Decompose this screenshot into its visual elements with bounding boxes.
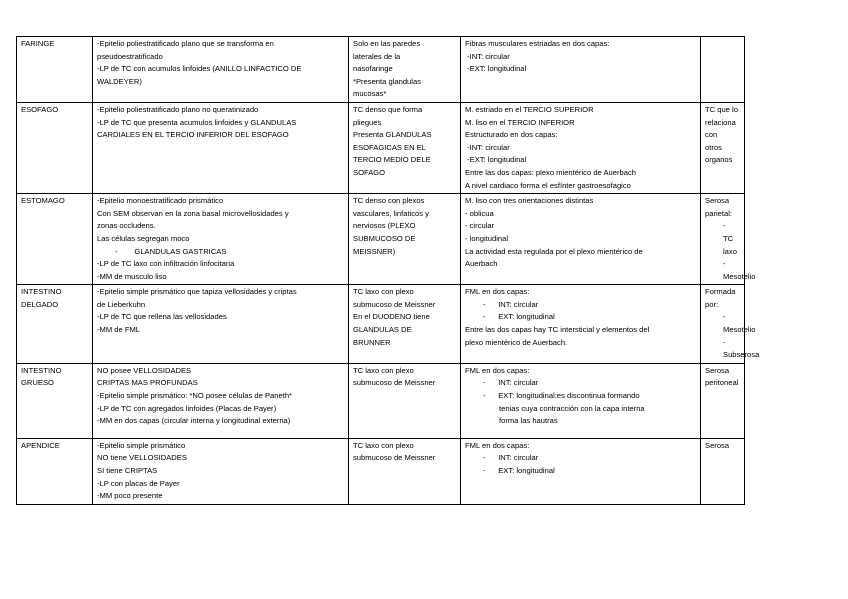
cell-line: Auerbach — [465, 259, 498, 269]
mucosa-cell — [93, 102, 349, 193]
serosa-cell — [701, 438, 745, 504]
cell-line: submucoso de Meissner — [353, 299, 436, 309]
table-row — [17, 363, 745, 438]
cell-line: tenias cuya contracción con la capa interna — [499, 403, 645, 413]
cell-line: TERCIO MEDIO DELE — [353, 155, 431, 165]
cell-line: TC que lo relaciona con — [705, 104, 741, 140]
cell-line: -MM de FML — [97, 325, 141, 335]
serosa-cell — [701, 285, 760, 364]
cell-line: -LP de TC laxo con infiltración linfocitaria — [97, 259, 235, 269]
muscular-cell — [461, 194, 701, 285]
muscular-cell — [461, 438, 701, 504]
cell-line: -MM en dos capas (circular interna y longitudinal externa) — [97, 416, 291, 426]
cell-line: SI tiene CRIPTAS — [97, 466, 158, 476]
organ-name: INTESTINO — [21, 287, 62, 297]
cell-line: TC laxo con plexo — [353, 287, 414, 297]
mucosa-cell — [93, 438, 349, 504]
table-row — [17, 438, 745, 504]
cell-line: vasculares, linfaticos y — [353, 208, 429, 218]
organ-cell — [17, 37, 93, 103]
cell-line: -LP con placas de Payer — [97, 478, 180, 488]
cell-line: mucosas* — [353, 89, 387, 99]
cell-line: Estructurado en dos capas: — [465, 130, 558, 140]
cell-line: -INT: circular — [465, 142, 510, 152]
cell-line: En el DUODENO tiene — [353, 312, 430, 322]
cell-line: -EXT: longitudinal — [465, 155, 527, 165]
submucosa-cell — [349, 285, 461, 364]
muscular-cell — [461, 285, 701, 364]
cell-line: - oblicua — [465, 208, 494, 218]
histology-table — [16, 36, 760, 505]
cell-line: TC denso con plexos — [353, 196, 425, 206]
submucosa-cell — [349, 102, 461, 193]
cell-line: SOFAGO — [353, 167, 386, 177]
cell-line: -Epitelio simple prismático que tapiza vellosidades y criptas — [97, 287, 297, 297]
table-row — [17, 194, 745, 285]
cell-line: - Mesotelio — [723, 259, 756, 281]
table-row — [17, 285, 745, 364]
organ-name: DELGADO — [21, 299, 59, 309]
cell-line: BRUNNER — [353, 337, 391, 347]
cell-line: pliegues — [353, 117, 382, 127]
cell-line: - longitudinal — [465, 233, 509, 243]
cell-line: Entre las dos capas: plexo mientérico de Auerbach — [465, 167, 636, 177]
cell-line: TC laxo con plexo — [353, 440, 414, 450]
serosa-cell — [701, 37, 745, 103]
cell-line: TC denso que forma — [353, 104, 423, 114]
cell-line: submucoso de Meissner — [353, 378, 436, 388]
submucosa-cell — [349, 438, 461, 504]
cell-line: Solo en las paredes — [353, 39, 421, 48]
organ-name: INTESTINO — [21, 365, 62, 375]
cell-line: FML en dos capas: — [465, 365, 530, 375]
cell-line: GLANDULAS DE — [353, 325, 412, 335]
cell-line: -LP de TC con acumulos linfoides (ANILLO LINFACTICO DE — [97, 64, 302, 74]
cell-line: La actividad esta regulada por el plexo mientérico de — [465, 246, 643, 256]
organ-cell — [17, 194, 93, 285]
cell-line: Las células segregan moco — [97, 233, 190, 243]
cell-line: Entre las dos capas hay TC intersticial y elementos del — [465, 325, 650, 335]
organ-name: FARINGE — [21, 39, 55, 48]
cell-line: Con SEM observan en la zona basal microvellosidades y — [97, 208, 289, 218]
mucosa-cell — [93, 37, 349, 103]
cell-line: otros organos — [705, 142, 733, 165]
cell-line: SUBMUCOSO DE — [353, 233, 416, 243]
cell-line: - INT: circular — [483, 378, 539, 388]
cell-line: - Mesotelio — [723, 312, 756, 335]
cell-line: Presenta GLANDULAS — [353, 130, 432, 140]
cell-line: -MM poco presente — [97, 491, 163, 501]
submucosa-cell — [349, 37, 461, 103]
organ-name: ESTOMAGO — [21, 196, 65, 206]
cell-line: M. estriado en el TERCIO SUPERIOR — [465, 104, 594, 114]
organ-name: GRUESO — [21, 378, 54, 388]
mucosa-cell — [93, 363, 349, 438]
cell-line: -EXT: longitudinal — [465, 64, 527, 74]
organ-name: APENDICE — [21, 440, 60, 450]
cell-line: - circular — [465, 221, 495, 231]
cell-line: -Epitelio monoestratificado prismático — [97, 196, 224, 206]
cell-line: MEISSNER) — [353, 246, 396, 256]
cell-line: -Epitelio simple prismático: *NO posee células de Paneth* — [97, 391, 293, 401]
organ-cell — [17, 363, 93, 438]
cell-line: -INT: circular — [465, 51, 510, 61]
submucosa-cell — [349, 194, 461, 285]
cell-line: A nivel cardiaco forma el esfínter gastroesofagico — [465, 180, 631, 190]
muscular-cell — [461, 363, 701, 438]
table-row — [17, 37, 745, 103]
mucosa-cell — [93, 194, 349, 285]
cell-line: -Epitelio simple prismático — [97, 440, 186, 450]
cell-line: submucoso de Meissner — [353, 453, 436, 463]
cell-line: NO posee VELLOSIDADES — [97, 365, 192, 375]
cell-line: WALDEYER) — [97, 76, 142, 86]
cell-line: -LP de TC que rellena las vellosidades — [97, 312, 227, 322]
cell-line: - EXT: longitudinal — [483, 312, 555, 322]
cell-line: -Epitelio poliestratificado plano que se transforma en — [97, 39, 274, 48]
cell-line: *Presenta glandulas — [353, 76, 421, 86]
cell-line: FML en dos capas: — [465, 440, 530, 450]
cell-line: -Epitelio poliestratificado plano no queratinizado — [97, 104, 259, 114]
cell-line: - TC laxo — [723, 221, 743, 256]
organ-cell — [17, 438, 93, 504]
cell-line: -LP de TC con agregados linfoides (Placas de Payer) — [97, 403, 277, 413]
cell-line: TC laxo con plexo — [353, 365, 414, 375]
cell-line: M. liso en el TERCIO INFERIOR — [465, 117, 575, 127]
mucosa-cell — [93, 285, 349, 364]
cell-line: NO tiene VELLOSIDADES — [97, 453, 187, 463]
cell-line: Fibras musculares estriadas en dos capas: — [465, 39, 610, 48]
muscular-cell — [461, 102, 701, 193]
cell-line: Serosa peritoneal — [705, 365, 739, 388]
cell-line: Serosa parietal: — [705, 196, 733, 218]
cell-line: forma las hautras — [499, 416, 558, 426]
table-body — [17, 37, 760, 505]
cell-line: ESOFAGICAS EN EL — [353, 142, 427, 152]
cell-line: Serosa — [705, 440, 730, 450]
cell-line: - Subserosa — [723, 337, 760, 360]
cell-line: - EXT: longitudinal:es discontinua formando — [483, 391, 640, 401]
cell-line: nerviosos (PLEXO — [353, 221, 416, 231]
cell-line: pseudoestratificado — [97, 51, 163, 61]
cell-line: - INT: circular — [483, 299, 539, 309]
cell-line: CRIPTAS MAS PROFUNDAS — [97, 378, 198, 388]
organ-cell — [17, 102, 93, 193]
cell-line: M. liso con tres orientaciones distintas — [465, 196, 594, 206]
organ-name: ESOFAGO — [21, 104, 59, 114]
cell-line: - INT: circular — [483, 453, 539, 463]
cell-line: -LP de TC que presenta acumulos linfoides y GLANDULAS — [97, 117, 297, 127]
serosa-cell — [701, 194, 756, 285]
submucosa-cell — [349, 363, 461, 438]
table-row — [17, 102, 745, 193]
cell-line: CARDIALES EN EL TERCIO INFERIOR DEL ESOFAGO — [97, 130, 289, 140]
cell-line: nasofaringe — [353, 64, 393, 74]
cell-line: - GLANDULAS GASTRICAS — [115, 246, 227, 256]
serosa-cell — [701, 363, 745, 438]
serosa-cell — [701, 102, 745, 193]
cell-line: laterales de la — [353, 51, 401, 61]
cell-line: plexo mientérico de Auerbach. — [465, 337, 568, 347]
cell-line: FML en dos capas: — [465, 287, 530, 297]
cell-line: Formada por: — [705, 287, 738, 309]
cell-line: -MM de musculo liso — [97, 271, 167, 281]
cell-line: zonas occludens. — [97, 221, 156, 231]
cell-line: de Lieberkuhn — [97, 299, 146, 309]
organ-cell — [17, 285, 93, 364]
muscular-cell — [461, 37, 701, 103]
cell-line: - EXT: longitudinal — [483, 466, 555, 476]
